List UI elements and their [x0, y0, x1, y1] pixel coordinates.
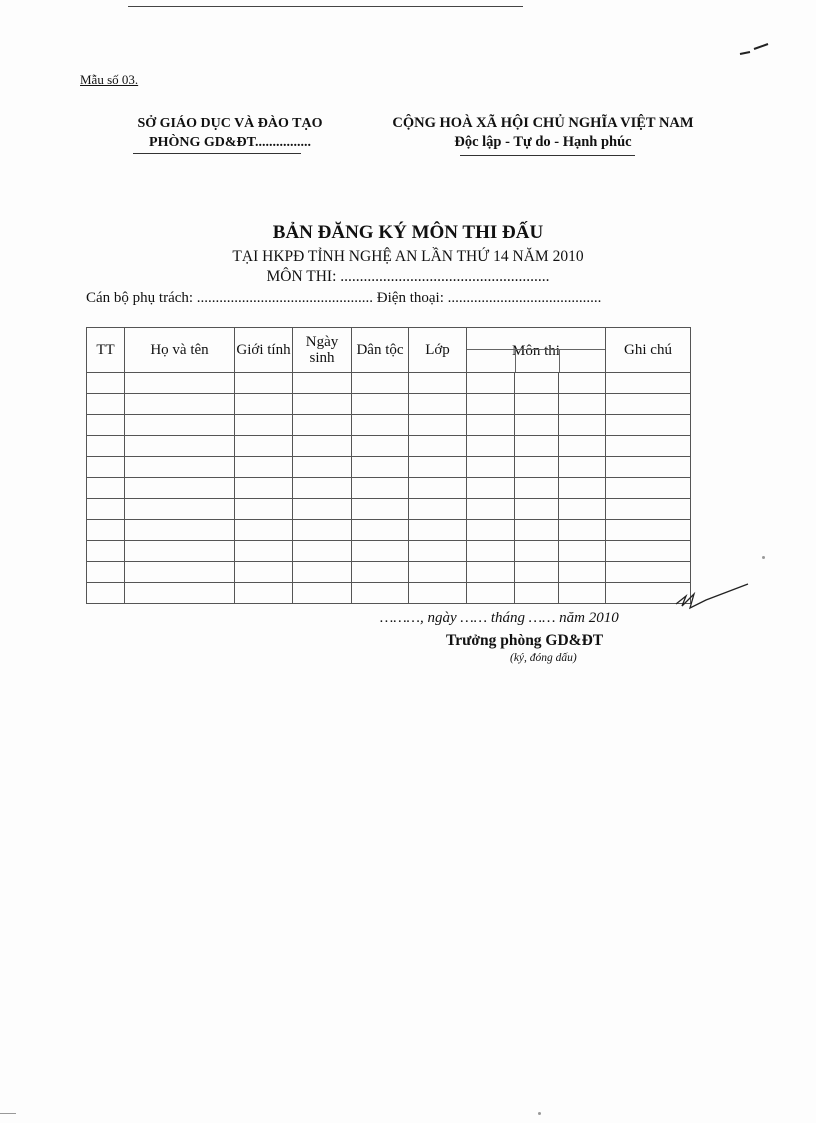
- table-cell[interactable]: [87, 583, 125, 604]
- table-cell[interactable]: [515, 520, 559, 541]
- table-cell[interactable]: [293, 415, 352, 436]
- registration-table: [86, 327, 691, 604]
- table-cell[interactable]: [606, 541, 691, 562]
- table-cell[interactable]: [352, 394, 409, 415]
- table-cell[interactable]: [235, 394, 293, 415]
- table-cell[interactable]: [409, 520, 467, 541]
- table-cell[interactable]: [559, 499, 606, 520]
- table-cell[interactable]: [125, 499, 235, 520]
- table-cell[interactable]: [352, 520, 409, 541]
- table-cell[interactable]: [606, 436, 691, 457]
- scan-speck: [0, 1113, 16, 1114]
- table-row: [87, 457, 691, 478]
- table-row: [87, 541, 691, 562]
- ministry-underline: [133, 153, 301, 154]
- header-name: Họ và tên: [125, 328, 235, 373]
- table-cell[interactable]: [87, 436, 125, 457]
- table-cell[interactable]: [515, 541, 559, 562]
- table-cell[interactable]: [293, 394, 352, 415]
- table-cell[interactable]: [235, 583, 293, 604]
- table-row: [87, 373, 691, 394]
- table-cell[interactable]: [352, 562, 409, 583]
- table-cell[interactable]: [293, 478, 352, 499]
- table-cell[interactable]: [87, 478, 125, 499]
- table-cell[interactable]: [235, 499, 293, 520]
- table-cell[interactable]: [559, 520, 606, 541]
- table-cell[interactable]: [87, 415, 125, 436]
- table-cell[interactable]: [235, 541, 293, 562]
- table-cell[interactable]: [235, 562, 293, 583]
- table-cell[interactable]: [125, 583, 235, 604]
- table-cell[interactable]: [87, 457, 125, 478]
- nation-underline: [460, 155, 635, 156]
- table-row: [87, 520, 691, 541]
- document-title: BẢN ĐĂNG KÝ MÔN THI ĐẤU: [272, 222, 544, 243]
- subjects-divider-line: [467, 349, 605, 350]
- table-cell[interactable]: [87, 373, 125, 394]
- header-class: Lớp: [409, 328, 467, 373]
- table-cell[interactable]: [606, 457, 691, 478]
- table-cell[interactable]: [125, 541, 235, 562]
- table-cell[interactable]: [606, 478, 691, 499]
- table-cell[interactable]: [606, 394, 691, 415]
- table-cell[interactable]: [467, 415, 515, 436]
- table-row: [87, 415, 691, 436]
- table-cell[interactable]: [293, 457, 352, 478]
- table-cell[interactable]: [515, 436, 559, 457]
- table-cell[interactable]: [467, 436, 515, 457]
- table-cell[interactable]: [559, 478, 606, 499]
- table-cell[interactable]: [125, 373, 235, 394]
- table-cell[interactable]: [87, 394, 125, 415]
- table-cell[interactable]: [125, 436, 235, 457]
- table-cell[interactable]: [409, 478, 467, 499]
- table-cell[interactable]: [409, 457, 467, 478]
- table-cell[interactable]: [409, 541, 467, 562]
- table-cell[interactable]: [352, 457, 409, 478]
- table-cell[interactable]: [515, 373, 559, 394]
- ministry-name: SỞ GIÁO DỤC VÀ ĐÀO TẠO: [137, 116, 323, 131]
- ministry-block: [115, 114, 345, 152]
- table-cell[interactable]: [293, 499, 352, 520]
- table-cell[interactable]: [87, 541, 125, 562]
- table-cell[interactable]: [606, 373, 691, 394]
- table-cell[interactable]: [409, 562, 467, 583]
- table-cell[interactable]: [235, 436, 293, 457]
- table-cell[interactable]: [559, 415, 606, 436]
- header-gender: Giới tính: [235, 328, 293, 373]
- signer-title: Trưởng phòng GD&ĐT: [446, 632, 604, 649]
- table-cell[interactable]: [515, 583, 559, 604]
- table-cell[interactable]: [409, 583, 467, 604]
- table-cell[interactable]: [235, 457, 293, 478]
- table-cell[interactable]: [467, 457, 515, 478]
- table-cell[interactable]: [559, 394, 606, 415]
- table-cell[interactable]: [409, 436, 467, 457]
- signature-mark: [672, 580, 752, 614]
- table-cell[interactable]: [87, 520, 125, 541]
- subject-line: MÔN THI: ......................................................: [266, 268, 550, 285]
- table-cell[interactable]: [467, 394, 515, 415]
- nation-name: CỘNG HOÀ XÃ HỘI CHỦ NGHĨA VIỆT NAM: [392, 115, 694, 131]
- table-cell[interactable]: [467, 499, 515, 520]
- table-cell[interactable]: [235, 520, 293, 541]
- table-cell[interactable]: [352, 499, 409, 520]
- table-row: [87, 499, 691, 520]
- table-cell[interactable]: [125, 394, 235, 415]
- header-subjects-label: Môn thi: [512, 343, 560, 359]
- header-tt: TT: [87, 328, 125, 373]
- table-cell[interactable]: [125, 562, 235, 583]
- table-cell[interactable]: [352, 373, 409, 394]
- nation-motto: Độc lập - Tự do - Hạnh phúc: [454, 134, 632, 150]
- table-cell[interactable]: [125, 457, 235, 478]
- table-cell[interactable]: [125, 415, 235, 436]
- header-dob: Ngày sinh: [293, 328, 352, 373]
- table-cell[interactable]: [293, 562, 352, 583]
- table-cell[interactable]: [467, 583, 515, 604]
- table-cell[interactable]: [87, 562, 125, 583]
- table-cell[interactable]: [235, 415, 293, 436]
- table-row: [87, 436, 691, 457]
- scan-speck: [538, 1112, 541, 1115]
- table-cell[interactable]: [125, 478, 235, 499]
- seal-note: (ký, đóng dấu): [510, 652, 577, 664]
- table-cell[interactable]: [467, 373, 515, 394]
- table-cell[interactable]: [606, 499, 691, 520]
- table-cell[interactable]: [352, 541, 409, 562]
- table-cell[interactable]: [559, 436, 606, 457]
- header-note: Ghi chú: [606, 328, 691, 373]
- subjects-subcol-divider: [559, 349, 560, 372]
- table-cell[interactable]: [559, 457, 606, 478]
- table-cell[interactable]: [235, 478, 293, 499]
- table-cell[interactable]: [293, 436, 352, 457]
- table-cell[interactable]: [606, 415, 691, 436]
- table-cell[interactable]: [559, 373, 606, 394]
- table-cell[interactable]: [606, 520, 691, 541]
- table-cell[interactable]: [409, 394, 467, 415]
- table-cell[interactable]: [559, 583, 606, 604]
- header-subjects: [467, 328, 606, 373]
- table-row: [87, 478, 691, 499]
- table-cell[interactable]: [515, 415, 559, 436]
- table-cell[interactable]: [515, 499, 559, 520]
- table-cell[interactable]: [515, 394, 559, 415]
- header-ethnicity: Dân tộc: [352, 328, 409, 373]
- table-cell[interactable]: [352, 415, 409, 436]
- table-cell[interactable]: [515, 562, 559, 583]
- table-cell[interactable]: [293, 373, 352, 394]
- table-cell[interactable]: [352, 478, 409, 499]
- table-cell[interactable]: [293, 541, 352, 562]
- table-cell[interactable]: [515, 457, 559, 478]
- table-cell[interactable]: [467, 478, 515, 499]
- table-body: [87, 373, 691, 604]
- nation-block: [368, 114, 718, 152]
- form-number: Mẫu số 03.: [80, 72, 139, 87]
- table-cell[interactable]: [559, 541, 606, 562]
- table-header-row: [87, 328, 691, 373]
- date-line: ………, ngày …… tháng …… năm 2010: [380, 610, 619, 626]
- table-cell[interactable]: [467, 520, 515, 541]
- table-cell[interactable]: [235, 373, 293, 394]
- corner-mark: [738, 40, 774, 60]
- table-cell[interactable]: [293, 583, 352, 604]
- table-cell[interactable]: [87, 499, 125, 520]
- table-cell[interactable]: [293, 520, 352, 541]
- table-row: [87, 583, 691, 604]
- document-subtitle: TẠI HKPĐ TỈNH NGHỆ AN LẦN THỨ 14 NĂM 2010: [232, 248, 584, 265]
- officer-line: Cán bộ phụ trách: ............................................... Điện thoại: .........................................: [86, 290, 602, 306]
- scan-speck: [762, 556, 765, 559]
- subjects-subcol-divider: [515, 349, 516, 372]
- table-cell[interactable]: [409, 415, 467, 436]
- table-cell[interactable]: [409, 373, 467, 394]
- department-name: PHÒNG GD&ĐT................: [149, 135, 311, 150]
- table-cell[interactable]: [125, 520, 235, 541]
- table-cell[interactable]: [467, 562, 515, 583]
- table-cell[interactable]: [559, 562, 606, 583]
- table-row: [87, 394, 691, 415]
- table-cell[interactable]: [515, 478, 559, 499]
- top-rule: [128, 6, 523, 7]
- table-row: [87, 562, 691, 583]
- table-cell[interactable]: [409, 499, 467, 520]
- table-cell[interactable]: [467, 541, 515, 562]
- table-cell[interactable]: [352, 583, 409, 604]
- table-cell[interactable]: [352, 436, 409, 457]
